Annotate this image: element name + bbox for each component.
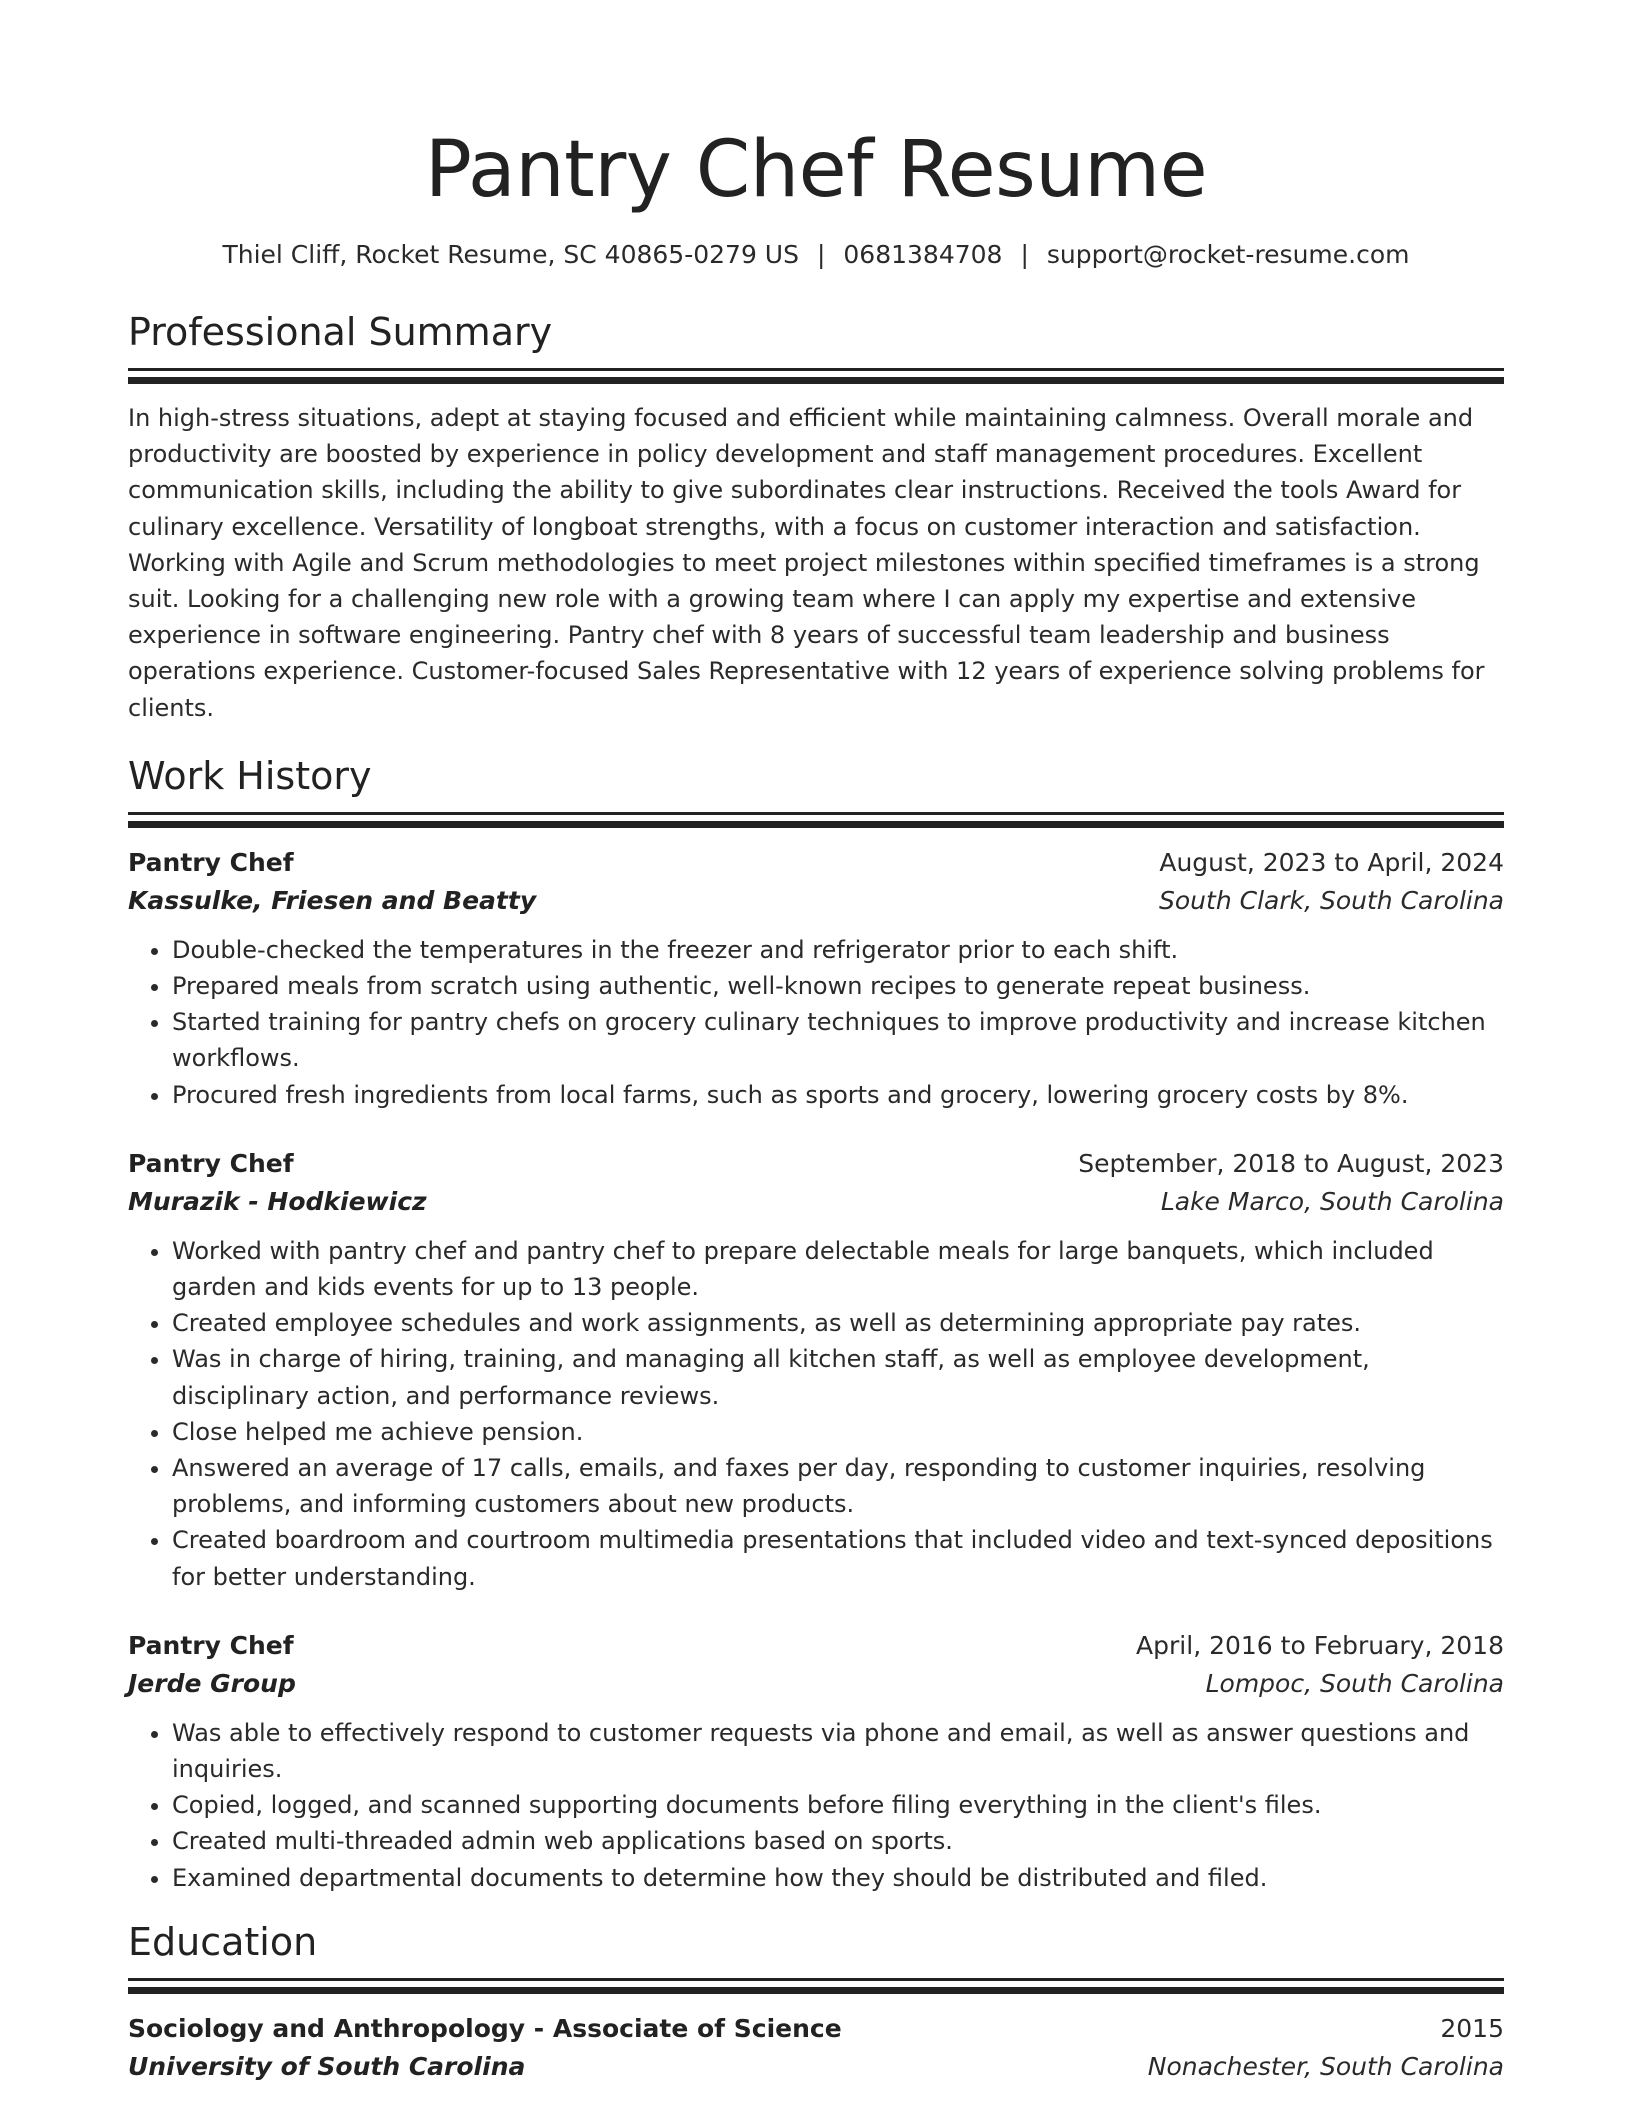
job-subheader <box>128 882 1504 920</box>
contact-phone: 0681384708 <box>843 240 1003 269</box>
contact-email[interactable]: support@rocket-resume.com <box>1046 240 1410 269</box>
job-dates: April, 2016 to February, 2018 <box>1136 1630 1504 1660</box>
contact-separator: | <box>816 240 826 269</box>
job-dates: September, 2018 to August, 2023 <box>1078 1148 1504 1178</box>
job-company: Jerde Group <box>128 1668 296 1698</box>
summary-heading: Professional Summary <box>128 310 553 354</box>
job-title: Pantry Chef <box>128 847 294 877</box>
section-divider-thick <box>128 821 1504 828</box>
section-divider-thick <box>128 1987 1504 1994</box>
job-entry <box>128 1627 1504 1896</box>
contact-separator: | <box>1020 240 1029 269</box>
list-item: • Prepared meals from scratch using authentic, well-known recipes to generate repeat business. <box>172 968 1504 1004</box>
job-subheader <box>128 1665 1504 1703</box>
work-history-heading: Work History <box>128 753 372 798</box>
section-divider <box>128 812 1504 815</box>
job-header <box>128 1627 1504 1665</box>
contact-line <box>128 238 1504 272</box>
list-item: • Created employee schedules and work assignments, as well as determining appropriate pay rates. <box>172 1305 1504 1341</box>
education-school: University of South Carolina <box>128 2051 526 2081</box>
job-duties <box>128 932 1504 1113</box>
job-title: Pantry Chef <box>128 1630 294 1660</box>
resume-page <box>128 120 1504 2086</box>
section-divider <box>128 1978 1504 1981</box>
summary-text: In high-stress situations, adept at staying focused and efficient while maintaining calmness. Overall morale and productivity are boosted by experience in policy development and staff management procedures. Excellent communication skills, including the ability to give subordinates clear instructions. Received the tools Award for culinary excellence. Versatility of longboat strengths, with a focus on customer interaction and satisfaction. Working with Agile and Scrum methodologies to meet project milestones within specified timeframes is a strong suit. Looking for a challenging new role with a growing team where I can apply my expertise and extensive experience in software engineering. Pantry chef with 8 years of successful team leadership and business operations experience. Customer-focused Sales Representative with 12 years of experience solving problems for clients. <box>128 404 1485 722</box>
education-subheader <box>128 2048 1504 2086</box>
list-item: • Worked with pantry chef and pantry chef to prepare delectable meals for large banquets, which included garden and kids events for up to 13 people. <box>172 1233 1504 1305</box>
contact-address: Thiel Cliff, Rocket Resume, SC 40865-0279 US <box>222 240 799 269</box>
list-item: • Started training for pantry chefs on grocery culinary techniques to improve productivity and increase kitchen workflows. <box>172 1004 1504 1076</box>
job-header <box>128 1145 1504 1183</box>
list-item: • Double-checked the temperatures in the freezer and refrigerator prior to each shift. <box>172 932 1504 968</box>
education-degree: Sociology and Anthropology - Associate of Science <box>128 2013 842 2043</box>
job-entry <box>128 1145 1504 1595</box>
job-company: Kassulke, Friesen and Beatty <box>128 885 537 915</box>
list-item: • Copied, logged, and scanned supporting documents before filing everything in the client's files. <box>172 1787 1504 1823</box>
education-heading: Education <box>128 1919 318 1964</box>
list-item: • Answered an average of 17 calls, emails, and faxes per day, responding to customer inquiries, resolving problems, and informing customers about new products. <box>172 1450 1504 1522</box>
job-subheader <box>128 1183 1504 1221</box>
list-item: • Was able to effectively respond to customer requests via phone and email, as well as answer questions and inquiries. <box>172 1715 1504 1787</box>
list-item: • Created boardroom and courtroom multimedia presentations that included video and text-synced depositions for better understanding. <box>172 1522 1504 1594</box>
work-history-section <box>128 752 1504 1896</box>
job-header <box>128 844 1504 882</box>
list-item: • Procured fresh ingredients from local farms, such as sports and grocery, lowering grocery costs by 8%. <box>172 1077 1504 1113</box>
summary-section <box>128 308 1504 726</box>
job-location: South Clark, South Carolina <box>1159 885 1504 915</box>
page-title: Pantry Chef Resume <box>424 125 1208 215</box>
job-duties <box>128 1233 1504 1595</box>
job-duties <box>128 1715 1504 1896</box>
list-item: • Examined departmental documents to determine how they should be distributed and filed. <box>172 1860 1504 1896</box>
section-divider <box>128 368 1504 371</box>
job-entry <box>128 844 1504 1113</box>
education-entry <box>128 2010 1504 2086</box>
job-location: Lake Marco, South Carolina <box>1160 1186 1504 1216</box>
job-title: Pantry Chef <box>128 1148 294 1178</box>
section-divider-thick <box>128 377 1504 384</box>
education-year: 2015 <box>1440 2013 1504 2043</box>
education-location: Nonachester, South Carolina <box>1147 2051 1504 2081</box>
job-dates: August, 2023 to April, 2024 <box>1159 847 1504 877</box>
job-company: Murazik - Hodkiewicz <box>128 1186 427 1216</box>
list-item: • Was in charge of hiring, training, and managing all kitchen staff, as well as employee development, disciplinary action, and performance reviews. <box>172 1341 1504 1413</box>
education-header <box>128 2010 1504 2048</box>
list-item: • Close helped me achieve pension. <box>172 1414 1504 1450</box>
education-section <box>128 1918 1504 2086</box>
job-location: Lompoc, South Carolina <box>1205 1668 1504 1698</box>
list-item: • Created multi-threaded admin web applications based on sports. <box>172 1823 1504 1859</box>
